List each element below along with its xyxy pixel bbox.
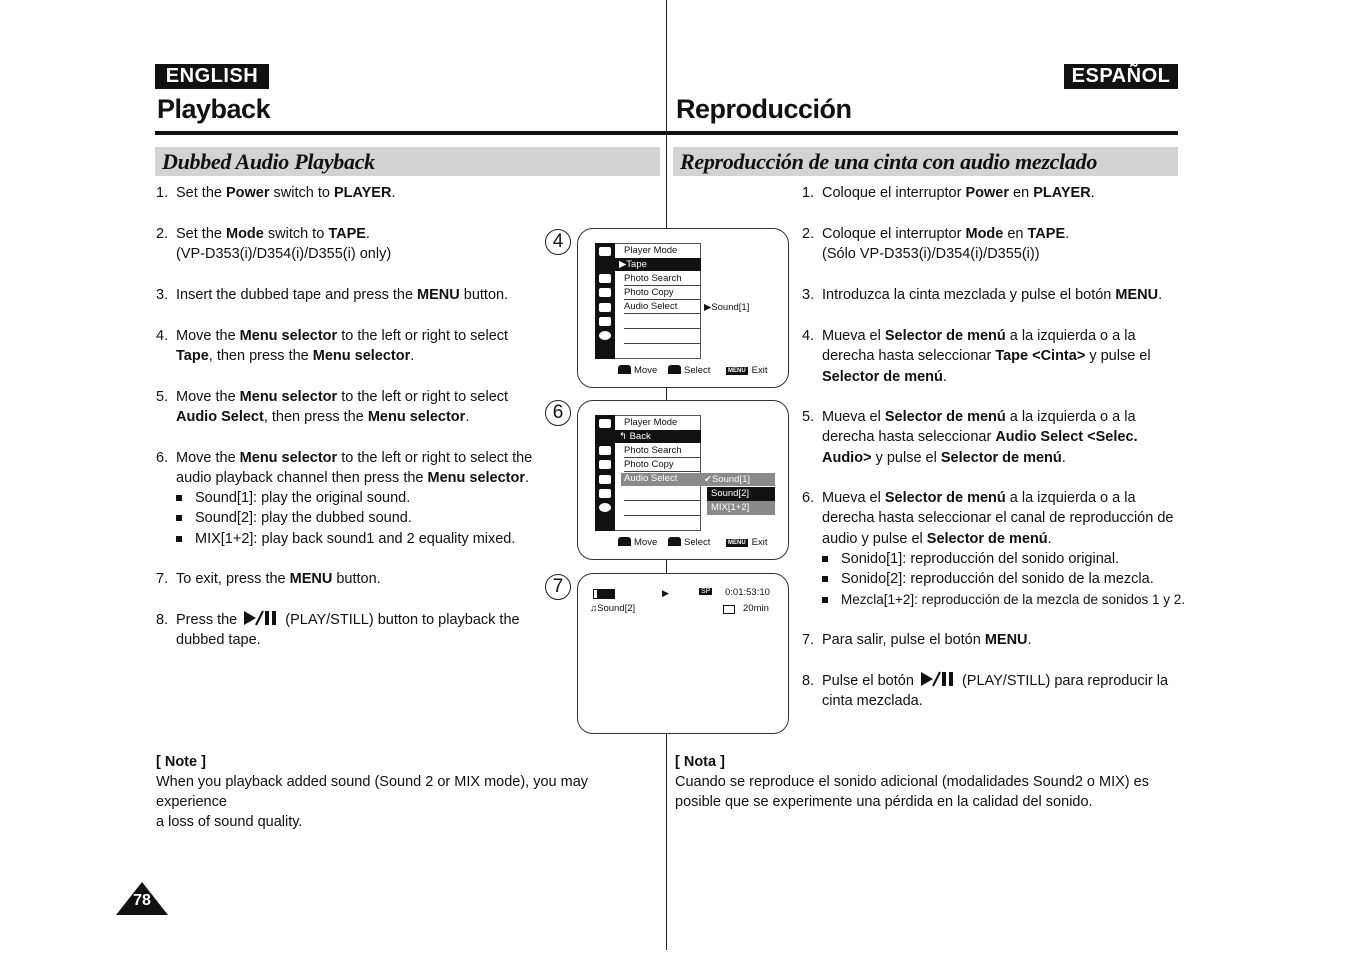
menu-item-audio-select[interactable]: Audio Select [624,301,678,312]
menu-item-photo-copy[interactable]: Photo Copy [624,459,674,470]
music-note-icon: ♫ [590,603,598,614]
play-indicator-icon: ▶ [662,588,669,598]
english-language-label: ENGLISH [155,64,269,89]
footer-exit: MENU Exit [728,365,768,376]
step-text-line: (Sólo VP-D353(i)/D354(i)/D355(i)) [822,246,1040,263]
menu-key-icon: MENU [728,368,746,374]
step-text-line: Move the Menu selector to the left or right to select [176,328,509,344]
english-page-title: Playback [157,94,271,124]
step-number: 1. [802,185,815,201]
step-4-marker: 4 [545,229,571,255]
step-number: 2. [156,226,169,242]
step-text-line: Mueva el Selector de menú a la izquierda o a la [822,409,1136,425]
spanish-bullets: Sonido[1]: reproducción del sonido original. Sonido[2]: reproducción del sonido de la mezcla. Mezcla[1+2]: reproducción de la mezcla de sonidos 1 y 2. [822,549,1177,619]
player-mode-icon [599,247,611,256]
menu-title: Player Mode [624,417,678,428]
photo-icon [599,274,611,283]
step-number: 8. [156,612,169,628]
step-text-line: Insert the dubbed tape and press the MENU button. [176,287,509,303]
bullet-square-icon [822,597,828,603]
playback-screen-step-7 [577,573,789,734]
audio-select-value: ▶Sound[1] [704,302,750,313]
step-text-line: (VP-D353(i)/D354(i)/D355(i) only) [176,246,392,263]
play-still-icon [920,671,956,693]
step-number: 4. [156,328,169,344]
step-number: 5. [156,389,169,405]
battery-icon [593,589,615,599]
settings-icon [599,331,611,340]
footer-exit: MENU Exit [728,537,768,548]
step-text-line: Audio Select, then press the Menu selector. [176,409,470,426]
play-still-icon [243,610,279,632]
spanish-title-rule [667,131,1178,135]
english-note-title: [ Note ] [156,754,206,770]
tape-icon [599,475,611,484]
menu-divider [624,285,700,286]
page-number: 78 [133,892,151,909]
step-text-line: Move the Menu selector to the left or right to select [176,389,509,405]
menu-divider [624,500,700,501]
spanish-page-title: Reproducción [676,94,852,124]
step-number: 8. [802,673,815,689]
step-number: 5. [802,409,815,425]
menu-title: Player Mode [624,245,678,256]
step-text-line: derecha hasta seleccionar Tape <Cinta> y pulse el [822,348,1151,365]
bullet-square-icon [176,515,182,521]
menu-divider [624,328,700,329]
english-section-bar [155,147,660,176]
step-text-line: Move the Menu selector to the left or right to select the [176,450,533,466]
spanish-note [675,752,1175,812]
option-sound2[interactable]: Sound[2] [711,488,750,499]
move-key-icon [618,537,631,546]
menu-screen-step-4 [577,228,789,388]
menu-divider [624,313,700,314]
menu-icon-column [595,415,615,531]
spanish-section-bar [673,147,1178,176]
menu-item-photo-search[interactable]: Photo Search [624,273,682,284]
tv-icon [599,317,611,326]
spanish-language-label: ESPAÑOL [1064,64,1178,89]
menu-divider [624,457,700,458]
step-text-line: Set the Power switch to PLAYER. [176,185,396,201]
step-text-line: Tape, then press the Menu selector. [176,348,415,365]
tv-icon [599,489,611,498]
settings-icon [599,503,611,512]
english-steps [156,183,536,663]
tape-icon [599,303,611,312]
step-text-line: Selector de menú. [822,368,947,385]
menu-item-tape: ▶Tape [619,259,647,270]
player-mode-icon [599,419,611,428]
english-note-line-1: When you playback added sound (Sound 2 or MIX mode), you may experience [156,774,589,810]
spanish-section-title: Reproducción de una cinta con audio mezclado [680,149,1098,174]
step-text-line: Pulse el botón (PLAY/STILL) para reproducir la [822,671,1168,693]
bullet-square-icon [176,495,182,501]
spanish-steps [802,183,1182,723]
step-text-line: audio playback channel then press the Menu selector. [176,470,530,487]
menu-divider [624,299,700,300]
english-note-line-2: a loss of sound quality. [156,814,303,830]
bullet-square-icon [176,536,182,542]
step-text-line: audio y pulse el Selector de menú. [822,530,1052,547]
sound-indicator: ♫Sound[2] [590,603,636,614]
remaining-time: 20min [743,603,769,614]
step-text-line: Mueva el Selector de menú a la izquierda o a la [822,328,1136,344]
step-text-line: To exit, press the MENU button. [176,571,381,587]
step-text-line: dubbed tape. [176,632,261,649]
option-sound1[interactable]: ✔Sound[1] [704,474,750,485]
step-text-line: Set the Mode switch to TAPE. [176,226,370,242]
sp-badge: SP [701,588,711,595]
footer-select: Select [668,537,710,548]
menu-icon-column [595,243,615,359]
english-title-rule [155,131,667,135]
menu-item-audio-select[interactable]: Audio Select [624,473,678,484]
move-key-icon [618,365,631,374]
step-number: 3. [802,287,815,303]
camera-icon [599,460,611,469]
menu-divider [624,515,700,516]
english-section-title: Dubbed Audio Playback [162,149,375,174]
tape-remaining-icon [723,605,735,614]
footer-move: Move [618,365,657,376]
menu-divider [624,471,700,472]
footer-move: Move [618,537,657,548]
menu-item-selected[interactable] [615,258,701,271]
timecode: 0:01:53:10 [725,587,770,598]
step-number: 7. [802,632,815,648]
step-text-line: Press the (PLAY/STILL) button to playback the [176,610,520,632]
spanish-note-line-2: posible que se experimente una pérdida en la calidad del sonido. [675,794,1093,810]
english-note [156,752,656,832]
step-7-marker: 7 [545,574,571,600]
menu-item-selected[interactable] [615,430,701,443]
footer-select: Select [668,365,710,376]
step-number: 4. [802,328,815,344]
bullet-square-icon [822,576,828,582]
step-text-line: derecha hasta seleccionar el canal de reproducción de [822,510,1174,527]
step-number: 7. [156,571,169,587]
camera-icon [599,288,611,297]
step-text-line: Mueva el Selector de menú a la izquierda o a la [822,490,1136,506]
step-text-line: Audio> y pulse el Selector de menú. [822,449,1066,466]
menu-item-photo-copy[interactable]: Photo Copy [624,287,674,298]
step-text-line: Para salir, pulse el botón MENU. [822,632,1032,648]
step-number: 6. [156,450,169,466]
step-text-line: Coloque el interruptor Power en PLAYER. [822,185,1095,201]
step-number: 1. [156,185,169,201]
menu-key-icon: MENU [728,540,746,546]
step-number: 3. [156,287,169,303]
english-bullets: Sound[1]: play the original sound. Sound[2]: play the dubbed sound. MIX[1+2]: play back sound1 and 2 equality mixed. [176,488,536,558]
step-number: 6. [802,490,815,506]
step-text-line: Coloque el interruptor Mode en TAPE. [822,226,1070,242]
step-number: 2. [802,226,815,242]
step-text-line: Introduzca la cinta mezclada y pulse el botón MENU. [822,287,1163,303]
select-key-icon [668,537,681,546]
photo-icon [599,446,611,455]
select-key-icon [668,365,681,374]
spanish-note-line-1: Cuando se reproduce el sonido adicional (modalidades Sound2 o MIX) es [675,774,1149,790]
option-mix[interactable]: MIX[1+2] [711,502,750,513]
menu-screen-step-6 [577,400,789,560]
bullet-square-icon [822,556,828,562]
step-text-line: cinta mezclada. [822,693,923,710]
menu-item-back: ↰ Back [619,431,651,442]
step-6-marker: 6 [545,400,571,426]
menu-item-photo-search[interactable]: Photo Search [624,445,682,456]
menu-divider [624,343,700,344]
step-text-line: derecha hasta seleccionar Audio Select <Selec. [822,429,1138,446]
spanish-note-title: [ Nota ] [675,754,725,770]
